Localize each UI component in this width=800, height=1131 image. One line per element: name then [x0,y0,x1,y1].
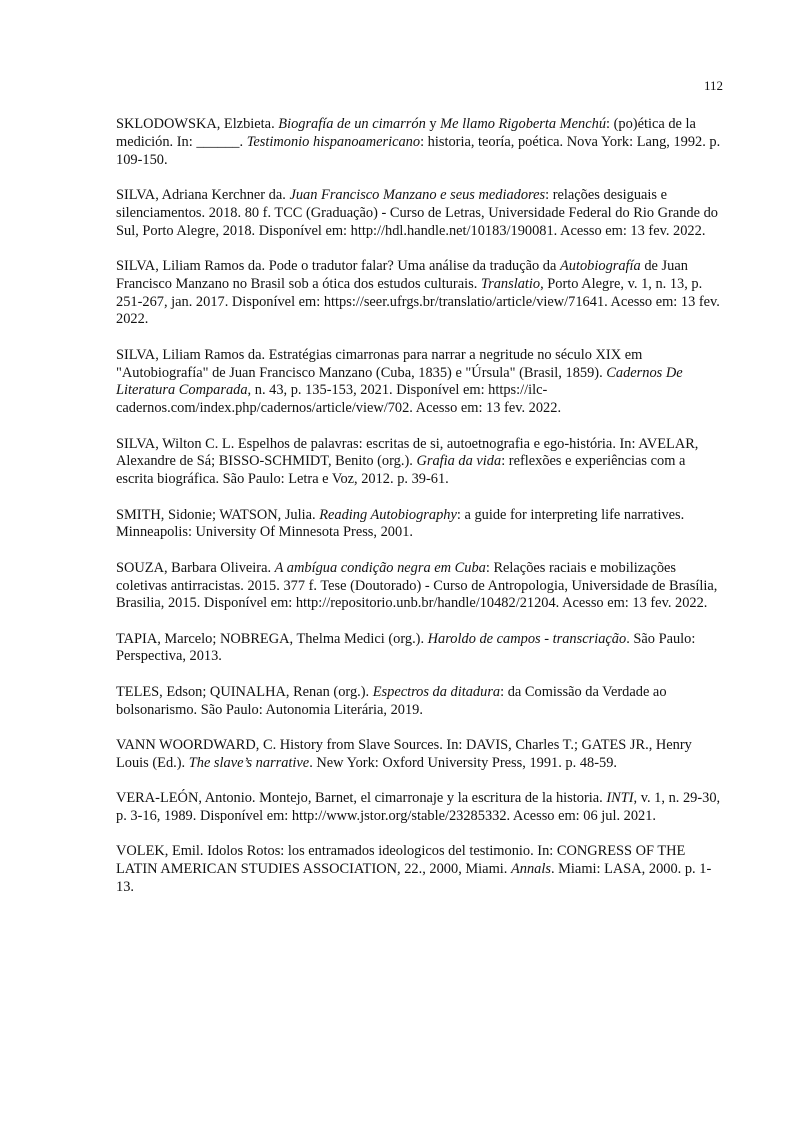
reference-title: Autobiografía [560,257,641,274]
reference-title: Annals [510,861,551,878]
reference-entry [116,790,726,826]
reference-text: : Relações raciais e mobilizações coletivas antirracistas. 2015. 377 f. Tese (Doutorado) - Curso de Antropologia, Universidade de Brasília, Brasilia, 2015. Disponível em: http://repositorio.unb.br/handle/10482/21204. Acesso em: 13 fev. 2022. [116,559,718,612]
reference-text: , Porto Alegre, v. 1, n. 13, p. 251-267, jan. 2017. Disponível em: https://seer.ufrgs.br/translatio/article/view/71641. Acesso em: 13 fev. 2022. [116,275,720,328]
reference-text: TAPIA, Marcelo; NOBREGA, Thelma Medici (org.). [116,630,428,647]
reference-title: Me llamo Rigoberta Menchú [440,116,607,132]
reference-entry [116,631,726,667]
reference-text: TELES, Edson; QUINALHA, Renan (org.). [116,683,373,700]
reference-title: The slave’s narrative [188,754,310,771]
reference-text: : (po)ética de la medición. In: ______. [116,116,696,150]
reference-text: SOUZA, Barbara Oliveira. [116,559,275,576]
reference-title: Cadernos De Literatura Comparada [116,364,683,399]
reference-title: Translatio [480,275,541,292]
reference-text: de Juan Francisco Manzano no Brasil sob a ótica dos estudos culturais. [116,257,688,292]
reference-title: Testimonio hispanoamericano [246,133,421,150]
reference-entry [116,737,726,773]
reference-text: , v. 1, n. 29-30, p. 3-16, 1989. Disponível em: http://www.jstor.org/stable/23285332. Acesso em: 06 jul. 2021. [116,790,721,825]
reference-title: INTI [606,790,634,807]
reference-title: Espectros da ditadura [372,683,501,700]
reference-text: SMITH, Sidonie; WATSON, Julia. [116,506,320,523]
reference-title: A ambígua condição negra em Cuba [274,559,486,576]
reference-title: Grafia da vida [416,453,502,470]
reference-text: VERA-LEÓN, Antonio. Montejo, Barnet, el cimarronaje y la escritura de la historia. [116,790,607,807]
reference-text: : reflexões e experiências com a escrita biográfica. São Paulo: Letra e Voz, 2012. p. 39-61. [116,453,686,488]
page-number: 112 [703,78,723,93]
reference-text: SILVA, Adriana Kerchner da. [116,186,290,203]
reference-text: y [425,116,441,132]
reference-text: : a guide for interpreting life narratives. Minneapolis: University Of Minnesota Press, 2001. [116,506,685,541]
reference-entry [116,187,726,240]
reference-text: SKLODOWSKA, Elzbieta. [116,116,279,132]
reference-text: SILVA, Liliam Ramos da. Pode o tradutor falar? Uma análise da tradução da [116,257,560,274]
reference-list [116,116,726,914]
reference-text: . New York: Oxford University Press, 1991. p. 48-59. [309,754,617,771]
reference-entry [116,507,726,543]
reference-text: . São Paulo: Perspectiva, 2013. [116,630,696,665]
reference-entry [116,258,726,329]
reference-entry [116,347,726,418]
reference-entry [116,843,726,896]
reference-entry [116,116,726,169]
reference-text: . Miami: LASA, 2000. p. 1-13. [116,861,712,896]
reference-title: Juan Francisco Manzano e seus mediadores [289,186,546,203]
reference-text: SILVA, Liliam Ramos da. Estratégias cimarronas para narrar a negritude no século XIX em "Autobiografía" de Juan Francisco Manzano (Cuba, 1835) e "Úrsula" (Brasil, 1859). [116,346,643,381]
reference-entry [116,684,726,720]
reference-title: Biografía de un cimarrón [278,116,426,132]
reference-text: : da Comissão da Verdade ao bolsonarismo. São Paulo: Autonomia Literária, 2019. [116,683,667,718]
reference-text: SILVA, Wilton C. L. Espelhos de palavras: escritas de si, autoetnografia e ego-história. In: AVELAR, Alexandre de Sá; BISSO-SCHMIDT, Benito (org.). [116,435,699,470]
reference-text: VOLEK, Emil. Idolos Rotos: los entramados ideologicos del testimonio. In: CONGRESS OF THE LATIN AMERICAN STUDIES ASSOCIATION, 22., 2000, Miami. [116,843,686,878]
reference-title: Haroldo de campos - transcriação [427,630,627,647]
reference-text: : relações desiguais e silenciamentos. 2018. 80 f. TCC (Graduação) - Curso de Letras, Universidade Federal do Rio Grande do Sul, Porto Alegre, 2018. Disponível em: http://hdl.handle.net/10183/190081. Acesso em: 13 fev. 2022. [116,186,718,239]
reference-entry [116,436,726,489]
reference-title: Reading Autobiography [319,506,457,523]
reference-text: VANN WOORDWARD, C. History from Slave Sources. In: DAVIS, Charles T.; GATES JR., Henry Louis (Ed.). [116,737,692,771]
reference-entry [116,560,726,613]
reference-text: : historia, teoría, poética. Nova York: Lang, 1992. p. 109-150. [116,133,721,168]
reference-text: , n. 43, p. 135-153, 2021. Disponível em: https://ilc-cadernos.com/index.php/cadernos/article/view/702. Acesso em: 13 fev. 2022. [116,382,562,417]
